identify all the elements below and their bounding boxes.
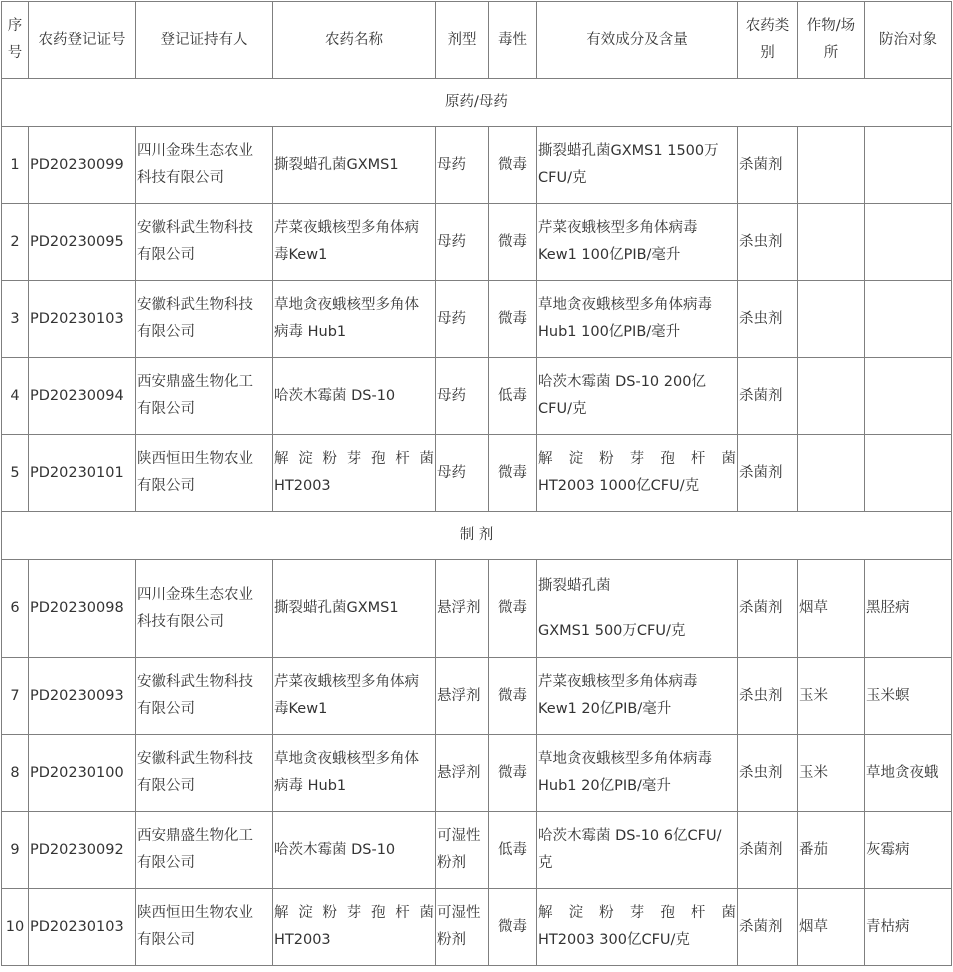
cell-seq: 5	[2, 435, 29, 512]
header-crop: 作物/场 所	[798, 2, 865, 79]
cell-toxicity: 微毒	[489, 204, 537, 281]
cell-toxicity: 微毒	[489, 735, 537, 812]
cell-category: 杀虫剂	[738, 281, 798, 358]
cell-toxicity: 微毒	[489, 560, 537, 658]
cell-target	[865, 204, 952, 281]
table-row	[2, 735, 952, 812]
cell-form: 可湿性 粉剂	[436, 812, 489, 889]
cell-category: 杀虫剂	[738, 204, 798, 281]
cell-form: 母药	[436, 127, 489, 204]
cell-form: 悬浮剂	[436, 735, 489, 812]
cell-seq: 2	[2, 204, 29, 281]
cell-target: 草地贪夜蛾	[865, 735, 952, 812]
cell-holder: 安徽科武生物科技 有限公司	[136, 204, 273, 281]
cell-ingredient: 解淀粉芽孢杆菌 HT2003 300亿CFU/克	[537, 889, 738, 966]
table-row	[2, 204, 952, 281]
cell-holder: 陕西恒田生物农业 有限公司	[136, 435, 273, 512]
table-row	[2, 560, 952, 658]
cell-holder: 安徽科武生物科技 有限公司	[136, 658, 273, 735]
cell-toxicity: 微毒	[489, 889, 537, 966]
cell-name: 解淀粉芽孢杆菌 HT2003	[273, 435, 436, 512]
header-reg-no: 农药登记证号	[29, 2, 136, 79]
cell-holder: 陕西恒田生物农业 有限公司	[136, 889, 273, 966]
cell-category: 杀菌剂	[738, 812, 798, 889]
cell-holder: 安徽科武生物科技 有限公司	[136, 735, 273, 812]
table-row	[2, 127, 952, 204]
cell-name: 芹菜夜蛾核型多角体病 毒Kew1	[273, 658, 436, 735]
cell-ingredient: 哈茨木霉菌 DS-10 200亿 CFU/克	[537, 358, 738, 435]
cell-reg-no: PD20230101	[29, 435, 136, 512]
cell-form: 母药	[436, 358, 489, 435]
cell-toxicity: 低毒	[489, 812, 537, 889]
cell-target	[865, 281, 952, 358]
cell-toxicity: 微毒	[489, 281, 537, 358]
section-title-technical: 原药/母药	[2, 79, 952, 127]
cell-seq: 1	[2, 127, 29, 204]
cell-holder: 西安鼎盛生物化工 有限公司	[136, 812, 273, 889]
cell-name: 解淀粉芽孢杆菌 HT2003	[273, 889, 436, 966]
cell-name: 芹菜夜蛾核型多角体病 毒Kew1	[273, 204, 436, 281]
cell-crop	[798, 358, 865, 435]
pesticide-registration-table	[1, 1, 952, 966]
table-row	[2, 358, 952, 435]
cell-ingredient: 草地贪夜蛾核型多角体病毒 Hub1 20亿PIB/毫升	[537, 735, 738, 812]
cell-seq: 6	[2, 560, 29, 658]
cell-toxicity: 微毒	[489, 127, 537, 204]
table-row	[2, 281, 952, 358]
cell-form: 悬浮剂	[436, 658, 489, 735]
cell-holder: 四川金珠生态农业 科技有限公司	[136, 127, 273, 204]
cell-target	[865, 435, 952, 512]
cell-target: 黑胫病	[865, 560, 952, 658]
cell-crop: 烟草	[798, 889, 865, 966]
cell-holder: 安徽科武生物科技 有限公司	[136, 281, 273, 358]
cell-name: 撕裂蜡孔菌GXMS1	[273, 560, 436, 658]
cell-target: 青枯病	[865, 889, 952, 966]
table-row	[2, 889, 952, 966]
cell-seq: 4	[2, 358, 29, 435]
cell-toxicity: 低毒	[489, 358, 537, 435]
header-target: 防治对象	[865, 2, 952, 79]
cell-crop: 番茄	[798, 812, 865, 889]
cell-target: 玉米螟	[865, 658, 952, 735]
cell-reg-no: PD20230100	[29, 735, 136, 812]
cell-name: 哈茨木霉菌 DS-10	[273, 812, 436, 889]
cell-crop: 玉米	[798, 735, 865, 812]
cell-form: 母药	[436, 204, 489, 281]
cell-toxicity: 微毒	[489, 435, 537, 512]
cell-target: 灰霉病	[865, 812, 952, 889]
header-name: 农药名称	[273, 2, 436, 79]
cell-reg-no: PD20230098	[29, 560, 136, 658]
cell-reg-no: PD20230095	[29, 204, 136, 281]
section-title-formulation: 制 剂	[2, 512, 952, 560]
cell-ingredient: 哈茨木霉菌 DS-10 6亿CFU/ 克	[537, 812, 738, 889]
table-row	[2, 658, 952, 735]
cell-category: 杀菌剂	[738, 889, 798, 966]
header-ingredient: 有效成分及含量	[537, 2, 738, 79]
cell-crop	[798, 127, 865, 204]
table-row	[2, 435, 952, 512]
cell-holder: 四川金珠生态农业 科技有限公司	[136, 560, 273, 658]
cell-seq: 3	[2, 281, 29, 358]
cell-ingredient: 芹菜夜蛾核型多角体病毒 Kew1 100亿PIB/毫升	[537, 204, 738, 281]
cell-reg-no: PD20230103	[29, 889, 136, 966]
cell-reg-no: PD20230099	[29, 127, 136, 204]
cell-holder: 西安鼎盛生物化工 有限公司	[136, 358, 273, 435]
cell-seq: 8	[2, 735, 29, 812]
cell-category: 杀菌剂	[738, 435, 798, 512]
cell-reg-no: PD20230094	[29, 358, 136, 435]
cell-name: 撕裂蜡孔菌GXMS1	[273, 127, 436, 204]
cell-category: 杀虫剂	[738, 735, 798, 812]
cell-reg-no: PD20230103	[29, 281, 136, 358]
cell-ingredient: 芹菜夜蛾核型多角体病毒 Kew1 20亿PIB/毫升	[537, 658, 738, 735]
header-seq: 序 号	[2, 2, 29, 79]
cell-category: 杀菌剂	[738, 560, 798, 658]
section-row-formulation	[2, 512, 952, 560]
cell-target	[865, 358, 952, 435]
cell-ingredient: 草地贪夜蛾核型多角体病毒 Hub1 100亿PIB/毫升	[537, 281, 738, 358]
cell-crop	[798, 204, 865, 281]
cell-crop: 玉米	[798, 658, 865, 735]
cell-crop: 烟草	[798, 560, 865, 658]
cell-target	[865, 127, 952, 204]
cell-seq: 10	[2, 889, 29, 966]
header-category: 农药类 别	[738, 2, 798, 79]
header-form: 剂型	[436, 2, 489, 79]
cell-name: 草地贪夜蛾核型多角体 病毒 Hub1	[273, 735, 436, 812]
cell-form: 母药	[436, 281, 489, 358]
cell-category: 杀虫剂	[738, 658, 798, 735]
cell-form: 母药	[436, 435, 489, 512]
table-row	[2, 812, 952, 889]
cell-form: 悬浮剂	[436, 560, 489, 658]
header-holder: 登记证持有人	[136, 2, 273, 79]
cell-form: 可湿性 粉剂	[436, 889, 489, 966]
cell-name: 草地贪夜蛾核型多角体 病毒 Hub1	[273, 281, 436, 358]
cell-crop	[798, 281, 865, 358]
cell-category: 杀菌剂	[738, 358, 798, 435]
section-row-technical	[2, 79, 952, 127]
cell-toxicity: 微毒	[489, 658, 537, 735]
header-toxicity: 毒性	[489, 2, 537, 79]
cell-reg-no: PD20230092	[29, 812, 136, 889]
cell-ingredient: 撕裂蜡孔菌 GXMS1 500万CFU/克	[537, 560, 738, 658]
cell-ingredient: 撕裂蜡孔菌GXMS1 1500万 CFU/克	[537, 127, 738, 204]
cell-reg-no: PD20230093	[29, 658, 136, 735]
header-row	[2, 2, 952, 79]
cell-crop	[798, 435, 865, 512]
cell-name: 哈茨木霉菌 DS-10	[273, 358, 436, 435]
cell-category: 杀菌剂	[738, 127, 798, 204]
cell-ingredient: 解淀粉芽孢杆菌 HT2003 1000亿CFU/克	[537, 435, 738, 512]
cell-seq: 7	[2, 658, 29, 735]
cell-seq: 9	[2, 812, 29, 889]
